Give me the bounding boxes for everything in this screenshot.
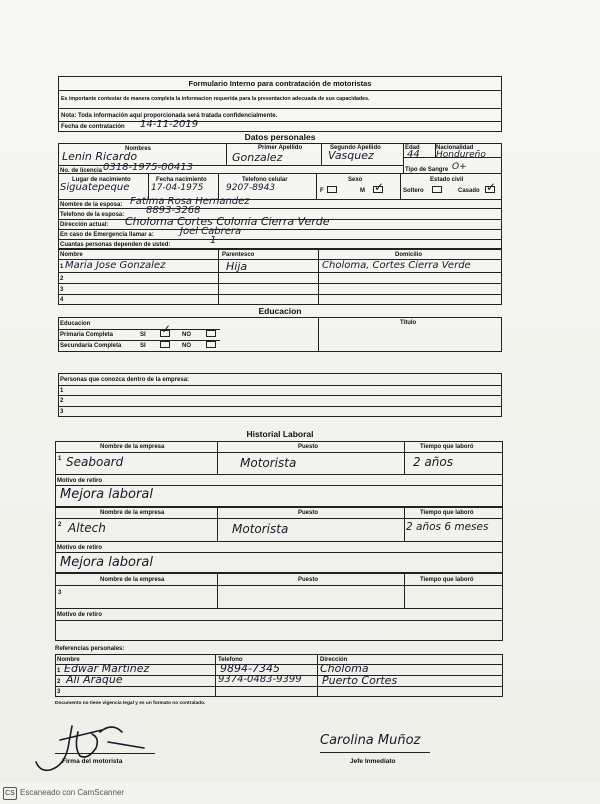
lugar-nacimiento-value: Siguatepeque — [60, 182, 130, 193]
sexo-label: Sexo — [348, 177, 363, 183]
secundaria-si-checkbox[interactable] — [160, 341, 170, 348]
direccion-label: Dirección actual: — [60, 222, 109, 228]
dep-row-2-num: 2 — [60, 276, 64, 282]
dep-row-1-nombre: Maria Jose Gonzalez — [65, 260, 166, 271]
intro-text: Es importante contestar de manera completa la informacion requerida para la presentacion adecuada de sus capacidades. — [61, 96, 370, 102]
esposa-label: Nombre de la esposa: — [60, 202, 123, 208]
job-1-col-tiempo: Tiempo que laboró — [420, 444, 474, 450]
ref-row-2-num: 2 — [57, 679, 61, 685]
secundaria-label: Secundaria Completa — [60, 343, 122, 349]
job-1-motivo: Mejora laboral — [60, 487, 153, 502]
conocidos-label: Personas que conozca dentro de la empresa: — [60, 377, 190, 383]
ref-row-2-direccion: Puerto Cortes — [322, 674, 398, 687]
job-2-empresa: Altech — [68, 521, 106, 535]
esposa-value: Fatima Rosa Hernandez — [130, 196, 250, 207]
col-edad: Edad — [405, 145, 420, 151]
form-title: Formulario Interno para contratación de motoristas — [188, 79, 372, 88]
dep-row-1-num: 1 — [60, 264, 64, 270]
nacionalidad-value: Hondureño — [436, 150, 486, 160]
ref-row-1-telefono: 9894-7345 — [220, 662, 280, 675]
ref-row-2-nombre: Ali Araque — [66, 673, 123, 686]
job-2-col-empresa: Nombre de la empresa — [100, 510, 165, 516]
direccion-value: Choloma Cortes Colonia Cierra Verde — [125, 215, 330, 228]
fecha-contratacion-value: 14-11-2019 — [140, 119, 199, 130]
job-1-col-puesto: Puesto — [298, 444, 319, 450]
job-1-num: 1 — [58, 456, 62, 462]
camscanner-logo-icon: CS — [3, 787, 17, 800]
job-3-motivo-label: Motivo de retiro — [57, 612, 103, 618]
col-ref-nombre: Nombre — [57, 657, 80, 663]
licencia-label: No. de licencia — [60, 168, 103, 174]
segundo-apellido-value: Vasquez — [328, 149, 374, 162]
secundaria-si-label: SI — [140, 343, 146, 349]
referencias-label: Referencias personales: — [55, 646, 125, 652]
jefe-inmediato-label: Jefe Inmediato — [350, 758, 396, 765]
conocido-row-2-num: 2 — [60, 398, 64, 404]
licencia-value: 0318-1975-00413 — [103, 162, 193, 173]
col-ref-direccion: Dirección — [320, 657, 348, 663]
primaria-label: Primaria Completa — [60, 332, 114, 338]
emergencia-label: En caso de Emergencia llamar a: — [60, 232, 154, 238]
edad-value: 44 — [407, 149, 420, 160]
soltero-label: Soltero — [403, 188, 424, 194]
col-nombres: Nombres — [125, 146, 152, 152]
lugar-nacimiento-label: Lugar de nacimiento — [72, 177, 131, 183]
casado-label: Casado — [458, 188, 480, 194]
job-1-empresa: Seaboard — [66, 455, 124, 469]
job-2-puesto: Motorista — [232, 522, 289, 536]
firma-motorista-label: Firma del motorista — [62, 758, 123, 765]
job-1-col-empresa: Nombre de la empresa — [100, 444, 165, 450]
job-2-motivo: Mejora laboral — [60, 555, 153, 570]
job-3-col-empresa: Nombre de la empresa — [100, 577, 165, 583]
col-segundo-apellido: Segundo Apellido — [330, 145, 381, 151]
camscanner-text: Escaneado con CamScanner — [20, 788, 125, 797]
job-1-tiempo: 2 años — [413, 455, 454, 469]
sexo-m-label: M — [360, 188, 365, 194]
emergencia-value: Joel Cabrera — [180, 226, 242, 237]
tel-esposa-label: Telefono de la esposa: — [60, 212, 125, 218]
job-2-tiempo: 2 años 6 meses — [406, 521, 489, 533]
dependientes-table — [58, 249, 502, 305]
col-primer-apellido: Primer Apellido — [258, 145, 303, 151]
job-3-num: 3 — [58, 590, 62, 596]
dependen-label: Cuantas personas dependen de usted: — [60, 242, 171, 248]
fecha-nacimiento-label: Fecha nacimiento — [156, 177, 207, 183]
nombres-value: Lenin Ricardo — [62, 150, 138, 163]
historial-laboral-heading: Historial Laboral — [246, 429, 314, 439]
firma-line — [55, 753, 155, 754]
ref-row-1-num: 1 — [57, 668, 61, 674]
job-2-motivo-label: Motivo de retiro — [57, 545, 103, 551]
jefe-line — [320, 752, 430, 753]
soltero-checkbox[interactable] — [432, 186, 442, 193]
primer-apellido-value: Gonzalez — [232, 151, 283, 164]
col-dep-nombre: Nombre — [60, 252, 83, 258]
sangre-label: Tipo de Sangre — [405, 167, 449, 173]
job-2-col-puesto: Puesto — [298, 510, 319, 516]
primaria-si-checkmark-icon: ✓ — [161, 322, 172, 336]
scanner-footer — [0, 783, 600, 804]
tel-esposa-value: 8893-3268 — [146, 205, 201, 216]
conocido-row-3-num: 3 — [60, 409, 64, 415]
dep-row-3-num: 3 — [60, 287, 64, 293]
primaria-si-label: SI — [140, 332, 146, 338]
confidential-note: Nota: Toda información aquí proporcionada será tratada confidencialmente. — [61, 113, 278, 119]
job-3-col-puesto: Puesto — [298, 577, 319, 583]
sangre-value: O+ — [452, 162, 467, 172]
job-3-col-tiempo: Tiempo que laboró — [420, 577, 474, 583]
disclaimer-text: Documento no tiene vigencia legal y es un formato no contralado. — [55, 701, 206, 706]
primaria-no-checkbox[interactable] — [206, 330, 216, 337]
fecha-contratacion-label: Fecha de contratación — [61, 124, 125, 130]
jefe-signature: Carolina Muñoz — [320, 733, 421, 748]
ref-row-2-telefono: 9374-0483-9399 — [218, 674, 302, 685]
fecha-nacimiento-value: 17-04-1975 — [151, 183, 204, 193]
job-1-puesto: Motorista — [240, 456, 297, 470]
col-titulo: Titulo — [400, 320, 417, 326]
telefono-celular-value: 9207-8943 — [226, 183, 276, 193]
col-dep-domicilio: Domicilio — [395, 252, 423, 258]
ref-row-1-direccion: Choloma — [320, 662, 369, 675]
sexo-m-checkmark-icon: ✓ — [374, 180, 385, 194]
casado-checkmark-icon: ✓ — [486, 180, 497, 194]
job-1-motivo-label: Motivo de retiro — [57, 478, 103, 484]
telefono-celular-label: Telefono celular — [242, 177, 288, 183]
dep-row-1-domicilio: Choloma, Cortes Cierra Verde — [322, 260, 471, 271]
sexo-f-checkbox[interactable] — [327, 186, 337, 193]
educacion-table — [58, 317, 502, 352]
job-2-num: 2 — [58, 522, 62, 528]
ref-row-3-num: 3 — [57, 689, 61, 695]
estado-civil-label: Estado civil — [430, 177, 464, 183]
col-educacion: Educacion — [60, 321, 91, 327]
conocido-row-1-num: 1 — [60, 388, 64, 394]
col-nacionalidad: Nacionalidad — [436, 145, 474, 151]
primaria-no-label: NO — [182, 332, 191, 338]
datos-personales-heading: Datos personales — [244, 132, 316, 142]
secundaria-no-label: NO — [182, 343, 191, 349]
dep-row-1-parentesco: Hija — [226, 260, 248, 273]
sexo-f-label: F — [320, 188, 324, 194]
col-ref-telefono: Telefono — [218, 657, 243, 663]
ref-row-1-nombre: Edwar Martinez — [64, 662, 150, 675]
educacion-heading: Educacion — [258, 306, 302, 316]
dep-row-4-num: 4 — [60, 297, 64, 303]
motorista-signature — [30, 718, 150, 778]
secundaria-no-checkbox[interactable] — [206, 341, 216, 348]
col-dep-parentesco: Parentesco — [222, 252, 255, 258]
job-2-col-tiempo: Tiempo que laboró — [420, 510, 474, 516]
dependen-value: 1 — [210, 235, 217, 246]
